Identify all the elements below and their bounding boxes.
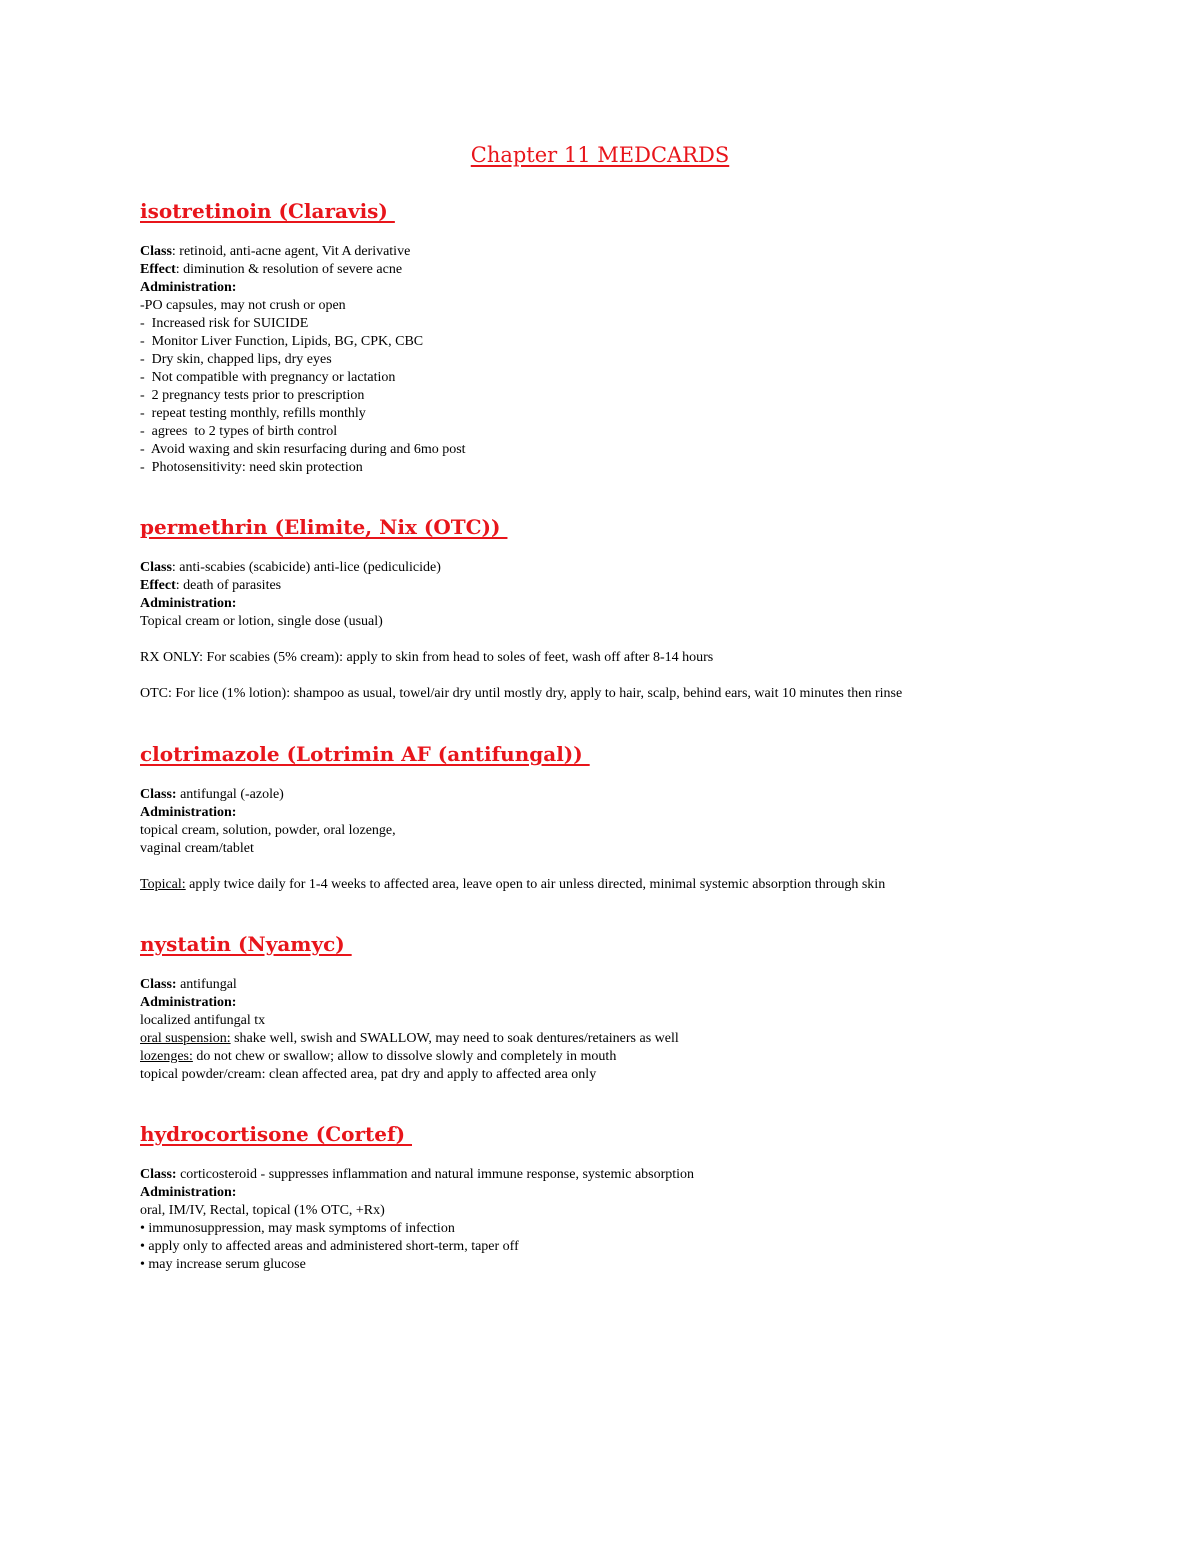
document-title: Chapter 11 MEDCARDS bbox=[470, 143, 730, 167]
class-label: Class: bbox=[140, 977, 177, 992]
class-label: Class: bbox=[140, 1167, 177, 1182]
class-label: Class bbox=[140, 244, 172, 259]
admin-line: - Dry skin, chapped lips, dry eyes bbox=[140, 352, 332, 367]
administration-label: Administration: bbox=[140, 280, 237, 295]
drug-body bbox=[140, 976, 1140, 1084]
class-row bbox=[140, 559, 1140, 577]
class-label: Class: bbox=[140, 787, 177, 802]
drug-card-clotrimazole bbox=[140, 740, 1140, 894]
topical-line: topical powder/cream: clean affected area, pat dry and apply to affected area only bbox=[140, 1067, 597, 1082]
spacer bbox=[140, 631, 1140, 649]
drug-body bbox=[140, 559, 1140, 703]
drug-card-nystatin bbox=[140, 930, 1140, 1084]
class-text: : anti-scabies (scabicide) anti-lice (pediculicide) bbox=[171, 560, 441, 575]
admin-line: • immunosuppression, may mask symptoms of infection bbox=[140, 1221, 455, 1236]
administration-label: Administration: bbox=[140, 1185, 237, 1200]
effect-row bbox=[140, 261, 1140, 279]
oral-suspension-row bbox=[140, 1030, 1140, 1048]
drug-heading: permethrin (Elimite, Nix (OTC)) bbox=[140, 515, 508, 539]
class-text: corticosteroid - suppresses inflammation and natural immune response, systemic absorption bbox=[176, 1167, 695, 1182]
rx-only-line: RX ONLY: For scabies (5% cream): apply to skin from head to soles of feet, wash off after 8-14 hours bbox=[140, 650, 714, 665]
admin-line: -PO capsules, may not crush or open bbox=[140, 298, 346, 313]
admin-line: localized antifungal tx bbox=[140, 1013, 266, 1028]
effect-text: : death of parasites bbox=[175, 578, 282, 593]
admin-line: topical cream, solution, powder, oral lozenge, bbox=[140, 823, 396, 838]
admin-line: oral, IM/IV, Rectal, topical (1% OTC, +Rx) bbox=[140, 1203, 385, 1218]
class-row bbox=[140, 1166, 1140, 1184]
effect-label: Effect bbox=[140, 262, 176, 277]
class-row bbox=[140, 976, 1140, 994]
admin-line: - repeat testing monthly, refills monthly bbox=[140, 406, 366, 421]
drug-heading: hydrocortisone (Cortef) bbox=[140, 1122, 412, 1146]
admin-line: • apply only to affected areas and administered short-term, taper off bbox=[140, 1239, 519, 1254]
drug-heading: isotretinoin (Claravis) bbox=[140, 199, 395, 223]
effect-label: Effect bbox=[140, 578, 176, 593]
drug-heading: clotrimazole (Lotrimin AF (antifungal)) bbox=[140, 742, 590, 766]
spacer bbox=[140, 667, 1140, 685]
lozenges-row bbox=[140, 1048, 1140, 1066]
class-text: antifungal (-azole) bbox=[176, 787, 284, 802]
topical-row bbox=[140, 876, 1140, 894]
topical-label: Topical: bbox=[140, 877, 186, 892]
drug-body bbox=[140, 786, 1140, 894]
admin-line: • may increase serum glucose bbox=[140, 1257, 306, 1272]
administration-label: Administration: bbox=[140, 995, 237, 1010]
admin-line: - Avoid waxing and skin resurfacing during and 6mo post bbox=[140, 442, 466, 457]
oral-suspension-label: oral suspension: bbox=[140, 1031, 231, 1046]
drug-card-isotretinoin bbox=[140, 197, 1140, 477]
otc-line: OTC: For lice (1% lotion): shampoo as usual, towel/air dry until mostly dry, apply to hair, scalp, behind ears, wait 10 minutes then rinse bbox=[140, 686, 903, 701]
admin-line: - agrees to 2 types of birth control bbox=[140, 424, 338, 439]
admin-line: - Photosensitivity: need skin protection bbox=[140, 460, 363, 475]
drug-body bbox=[140, 1166, 1140, 1274]
admin-line: Topical cream or lotion, single dose (usual) bbox=[140, 614, 383, 629]
admin-line: - Not compatible with pregnancy or lactation bbox=[140, 370, 396, 385]
admin-line: - 2 pregnancy tests prior to prescription bbox=[140, 388, 365, 403]
admin-line: vaginal cream/tablet bbox=[140, 841, 254, 856]
oral-suspension-text: shake well, swish and SWALLOW, may need to soak dentures/retainers as well bbox=[230, 1031, 679, 1046]
drug-heading: nystatin (Nyamyc) bbox=[140, 932, 352, 956]
topical-text: apply twice daily for 1-4 weeks to affected area, leave open to air unless directed, minimal systemic absorption through skin bbox=[185, 877, 886, 892]
administration-label: Administration: bbox=[140, 596, 237, 611]
class-text: : retinoid, anti-acne agent, Vit A derivative bbox=[171, 244, 411, 259]
drug-body bbox=[140, 243, 1140, 477]
class-text: antifungal bbox=[176, 977, 237, 992]
spacer bbox=[140, 858, 1140, 876]
drug-card-hydrocortisone bbox=[140, 1120, 1140, 1274]
lozenges-text: do not chew or swallow; allow to dissolve slowly and completely in mouth bbox=[192, 1049, 617, 1064]
drug-card-permethrin bbox=[140, 513, 1140, 703]
admin-line: - Increased risk for SUICIDE bbox=[140, 316, 309, 331]
effect-text: : diminution & resolution of severe acne bbox=[175, 262, 403, 277]
class-row bbox=[140, 243, 1140, 261]
class-label: Class bbox=[140, 560, 172, 575]
administration-label: Administration: bbox=[140, 805, 237, 820]
effect-row bbox=[140, 577, 1140, 595]
class-row bbox=[140, 786, 1140, 804]
lozenges-label: lozenges: bbox=[140, 1049, 193, 1064]
admin-line: - Monitor Liver Function, Lipids, BG, CPK, CBC bbox=[140, 334, 424, 349]
